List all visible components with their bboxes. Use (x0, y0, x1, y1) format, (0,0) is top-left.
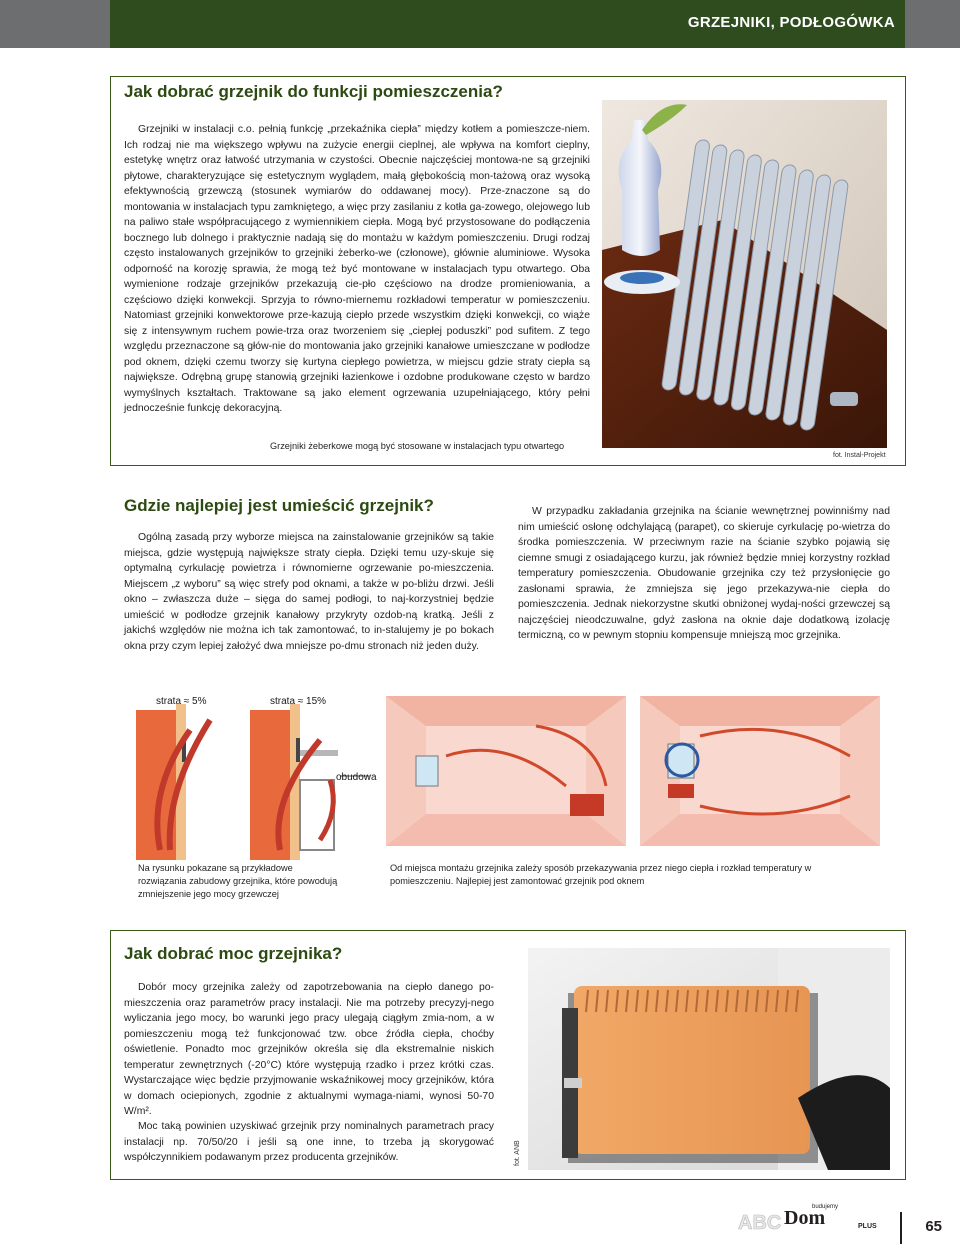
room-heat-diagram-1 (386, 696, 626, 846)
radiator-photo (602, 100, 887, 448)
section1-photo-credit: fot. Instal-Projekt (833, 452, 886, 459)
section1-caption: Grzejniki żeberkowe mogą być stosowane w instalacjach typu otwartego (270, 441, 565, 451)
radiator-cover-diagram (130, 690, 380, 860)
header-bar (0, 0, 960, 48)
logo-abc: ABC (738, 1212, 782, 1234)
page-number-divider (900, 1212, 902, 1244)
section2-caption-left: Na rysunku pokazane są przykładowe rozwiązania zabudowy grzejnika, które powodują zmniejszenie jego mocy grzewczej (138, 863, 338, 899)
logo-dom: Dom (784, 1207, 826, 1229)
room-heat-diagram-2 (640, 696, 880, 846)
page-number: 65 (925, 1218, 942, 1235)
cover-label: obudowa (336, 772, 377, 783)
logo-small-text: budujemy (812, 1204, 839, 1210)
section3-body-p1: Dobór mocy grzejnika zależy od zapotrzebowania na ciepło danego po-mieszczenia oraz parametrów pracy instalacji. Nie ma potrzeby precyzyj-nego wyliczania jego mocy, bo warunki jego pracy ulegają ciągłym zmia-nom, a w pomieszczeniu mogą też funkcjonować tzw. obce źródła ciepła, choćby oświetlenie. Ponadto moc grzejników określa się dla ekstremalnie niskich temperatur zewnętrznych (-20°C) które występują rzadko i przez krótki czas. Wystarczające więc będzie przyjmowanie wskaźnikowej mocy grzejników, która w domach ociepionych, zgodnie z aktualnymi wymaga-niami, wynosi 50-70 W/m². (124, 982, 494, 1117)
section2-caption-right: Od miejsca montażu grzejnika zależy sposób przekazywania przez niego ciepła i rozkład temperatury w pomieszczeniu. Najlepiej jest zamontować grzejnik pod oknem (390, 863, 812, 886)
logo-plus: PLUS (858, 1223, 877, 1230)
section-title: GRZEJNIKI, PODŁOGÓWKA (687, 14, 895, 31)
section3-photo-credit: fot. ANB (514, 1140, 521, 1166)
section2-heading: Gdzie najlepiej jest umieścić grzejnik? (124, 496, 434, 515)
header-right-block (905, 0, 960, 48)
section3-body-p2: Moc taką powinien uzyskiwać grzejnik przy nominalnych parametrach pracy instalacji np. 70/50/20 i jeśli są one inne, to trzeba ją skorygować współczynnikiem podawanym przez producenta grzejników. (124, 1121, 494, 1163)
loss-label-2: strata ≈ 15% (270, 696, 327, 707)
convector-radiator-photo (528, 948, 890, 1170)
section3-heading: Jak dobrać moc grzejnika? (124, 944, 343, 963)
loss-label-1: strata ≈ 5% (156, 696, 207, 707)
section1-heading: Jak dobrać grzejnik do funkcji pomieszczenia? (124, 82, 503, 101)
header-left-block (0, 0, 110, 48)
section1-body: Grzejniki w instalacji c.o. pełnią funkcję „przekaźnika ciepła” między kotłem a pomieszcze-niem. Ich rodzaj nie ma większego wpływu na zużycie energii cieplnej, ale wpływa na komfort cieplny, estetykę wnętrz oraz łatwość utrzymania w czystości. Obecnie najczęściej montowa-ne są grzejniki płytowe, charakteryzujące się estetycznym wyglądem, małą głębokością mon-tażową oraz wysoką efektywnością grzewczą (stosunek wymiarów do oddawanej mocy). Prze-znaczone są do montowania w instalacjach typu zamkniętego, a więc przy zasilaniu z kotła ga-zowego, olejowego lub na paliwo stałe współpracującego z wymiennikiem ciepła. Mogą być przystosowane do podłączenia bocznego lub dolnego i praktycznie nadają się do montażu w każdym pomieszczeniu. Drugi rodzaj często instalowanych grzejników to grzejniki żeberko-we (członowe), głównie aluminiowe. Wysoka odporność na korozję sprawia, że mogą też być montowane w instalacjach typu otwartego. Oba wymienione rodzaje grzejników przekazują cie-pło częściowo na drodze promieniowania, a częściowo dzięki konwekcji. Sprzyja to równo-miernemu rozkładowi temperatur w pomieszczeniu. Natomiast grzejniki konwektorowe prze-kazują ciepło przede wszystkim dzięki konwekcji, co wiąże się z intensywnym ruchem powie-trza oraz tworzeniem się „ciepłej poduszki” pod sufitem. Z tego względu przeznaczone są głów-nie do montowania jako grzejniki kanałowe umieszczane w podłodze pod oknem, dzięki czemu tworzy się kurtyna ciepłego powietrza, w miejscu gdzie straty ciepła są największe. Odrębną grupę stanowią grzejniki łazienkowe i ozdobne produkowane często w bardzo wymyślnych kształtach. Traktowane są jako element ogrzewania uzupełniającego, który pełni jednocześnie funkcję dekoracyjną. (124, 124, 590, 414)
section2-body-left: Ogólną zasadą przy wyborze miejsca na zainstalowanie grzejników są takie miejsca, gdzie występują największe straty ciepła. Dzięki temu uzy-skuje się optymalną cyrkulację powietrza i równomierne ogrzewanie po-mieszczenia. Miejscem „z wyboru” są więc strefy pod oknami, a także w po-bliżu drzwi. Jeśli okno – zwłaszcza duże – sięga do samej podłogi, to naj-korzystniej będzie umieścić w podłodze grzejnik kanałowy przykryty ozdob-ną kratką. Jeśli z jakichś względów nie można ich tak zamontować, to in-stalujemy je po bokach okna przy czym lepiej założyć dwa mniejsze po-dmu stronach niż jeden duży. (124, 532, 494, 652)
section2-body-right: W przypadku zakładania grzejnika na ścianie wewnętrznej powinniśmy nad nim umieścić osłonę odchylającą (parapet), co skieruje cyrkulację po-wietrza do środka pomieszczenia. W przeciwnym razie na ścianie szybko pojawią się ciemne smugi z osiadającego kurzu, jak również będzie mniej korzystny rozkład temperatury pomieszczenia. Obudowanie grzejnika czy też przysłonięcie go zasłonami sprawia, że zmniejsza się jego przekazywa-nie ciepła do pomieszczenia. Jednak niekorzystne skutki obniżonej wydaj-ności grzewczej są najczęściej nieodczuwalne, gdyż zasłona na oknie daje dodatkową izolację termiczną, co w pewnym stopniu kompensuje mniejszą moc grzejnika. (518, 506, 890, 641)
